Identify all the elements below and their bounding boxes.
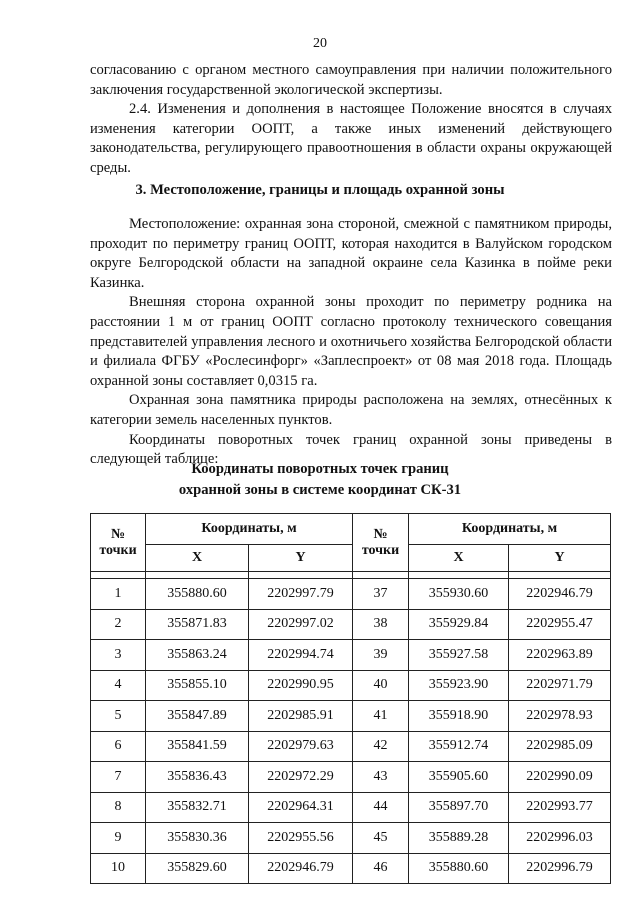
table-title xyxy=(0,459,640,501)
table-spacer-row xyxy=(91,572,611,579)
location-paragraph: Местоположение: охранная зона стороной, смежной с памятником природы, проходит по периметру границ ООПТ, которая находится в Валуйском городском округе Белгородской области на западной окраине села Казинка в пойме реки Казинка. xyxy=(90,216,612,291)
coords-header-left: Координаты, м xyxy=(146,514,353,545)
table-intro-paragraph: Координаты поворотных точек границ охранной зоны приведены в следующей таблице: xyxy=(90,431,612,468)
y-header-left: Y xyxy=(249,545,353,572)
table-row: 9 355830.36 2202955.56 45 355889.28 2202996.03 xyxy=(91,823,611,854)
land-category-paragraph: Охранная зона памятника природы расположена на землях, отнесённых к категории земель населенных пунктов. xyxy=(90,392,612,428)
table-row: 8 355832.71 2202964.31 44 355897.70 2202993.77 xyxy=(91,792,611,823)
section-3-body xyxy=(90,215,612,470)
table-row: 2 355871.83 2202997.02 38 355929.84 2202955.47 xyxy=(91,609,611,640)
paragraph-2-4: 2.4. Изменения и дополнения в настоящее Положение вносятся в случаях изменения категории ООПТ, а также иных изменений действующего законодательства, регулирующего правоотношения в области охраны окружающей среды. xyxy=(90,101,612,176)
table-row: 1 355880.60 2202997.79 37 355930.60 2202946.79 xyxy=(91,579,611,610)
table-title-line-2: охранной зоны в системе координат СК-31 xyxy=(178,482,462,498)
table-header-row xyxy=(91,514,611,545)
table-row: 5 355847.89 2202985.91 41 355918.90 2202978.93 xyxy=(91,701,611,732)
x-header-left: X xyxy=(146,545,249,572)
text-block-top xyxy=(90,61,612,179)
table-subheader-row xyxy=(91,545,611,572)
continuation-paragraph: согласованию с органом местного самоуправления при наличии положительного заключения государственной экологической экспертизы. xyxy=(90,62,612,98)
table-row: 3 355863.24 2202994.74 39 355927.58 2202963.89 xyxy=(91,640,611,671)
coords-header-right: Координаты, м xyxy=(409,514,611,545)
page-number: 20 xyxy=(313,36,327,51)
section-heading: 3. Местоположение, границы и площадь охранной зоны xyxy=(135,182,505,198)
table-title-line-1: Координаты поворотных точек границ xyxy=(191,461,449,477)
table-row: 7 355836.43 2202972.29 43 355905.60 2202990.09 xyxy=(91,762,611,793)
point-number-header-right: № точки xyxy=(353,514,409,572)
point-number-header: № точки xyxy=(91,514,146,572)
y-header-right: Y xyxy=(509,545,611,572)
table-row: 10 355829.60 2202946.79 46 355880.60 2202996.79 xyxy=(91,853,611,884)
coordinates-table xyxy=(90,513,611,884)
table-row: 6 355841.59 2202979.63 42 355912.74 2202985.09 xyxy=(91,731,611,762)
x-header-right: X xyxy=(409,545,509,572)
outer-boundary-paragraph: Внешняя сторона охранной зоны проходит по периметру родника на расстоянии 1 м от границ ООПТ согласно протоколу технического совещания представителей управления лесного и охотничьего хозяйства Белгородской области и филиала ФГБУ «Рослесинфорг» «Заплеспроект» от 08 мая 2018 года. Площадь охранной зоны составляет 0,0315 га. xyxy=(90,294,612,389)
table-row: 4 355855.10 2202990.95 40 355923.90 2202971.79 xyxy=(91,670,611,701)
